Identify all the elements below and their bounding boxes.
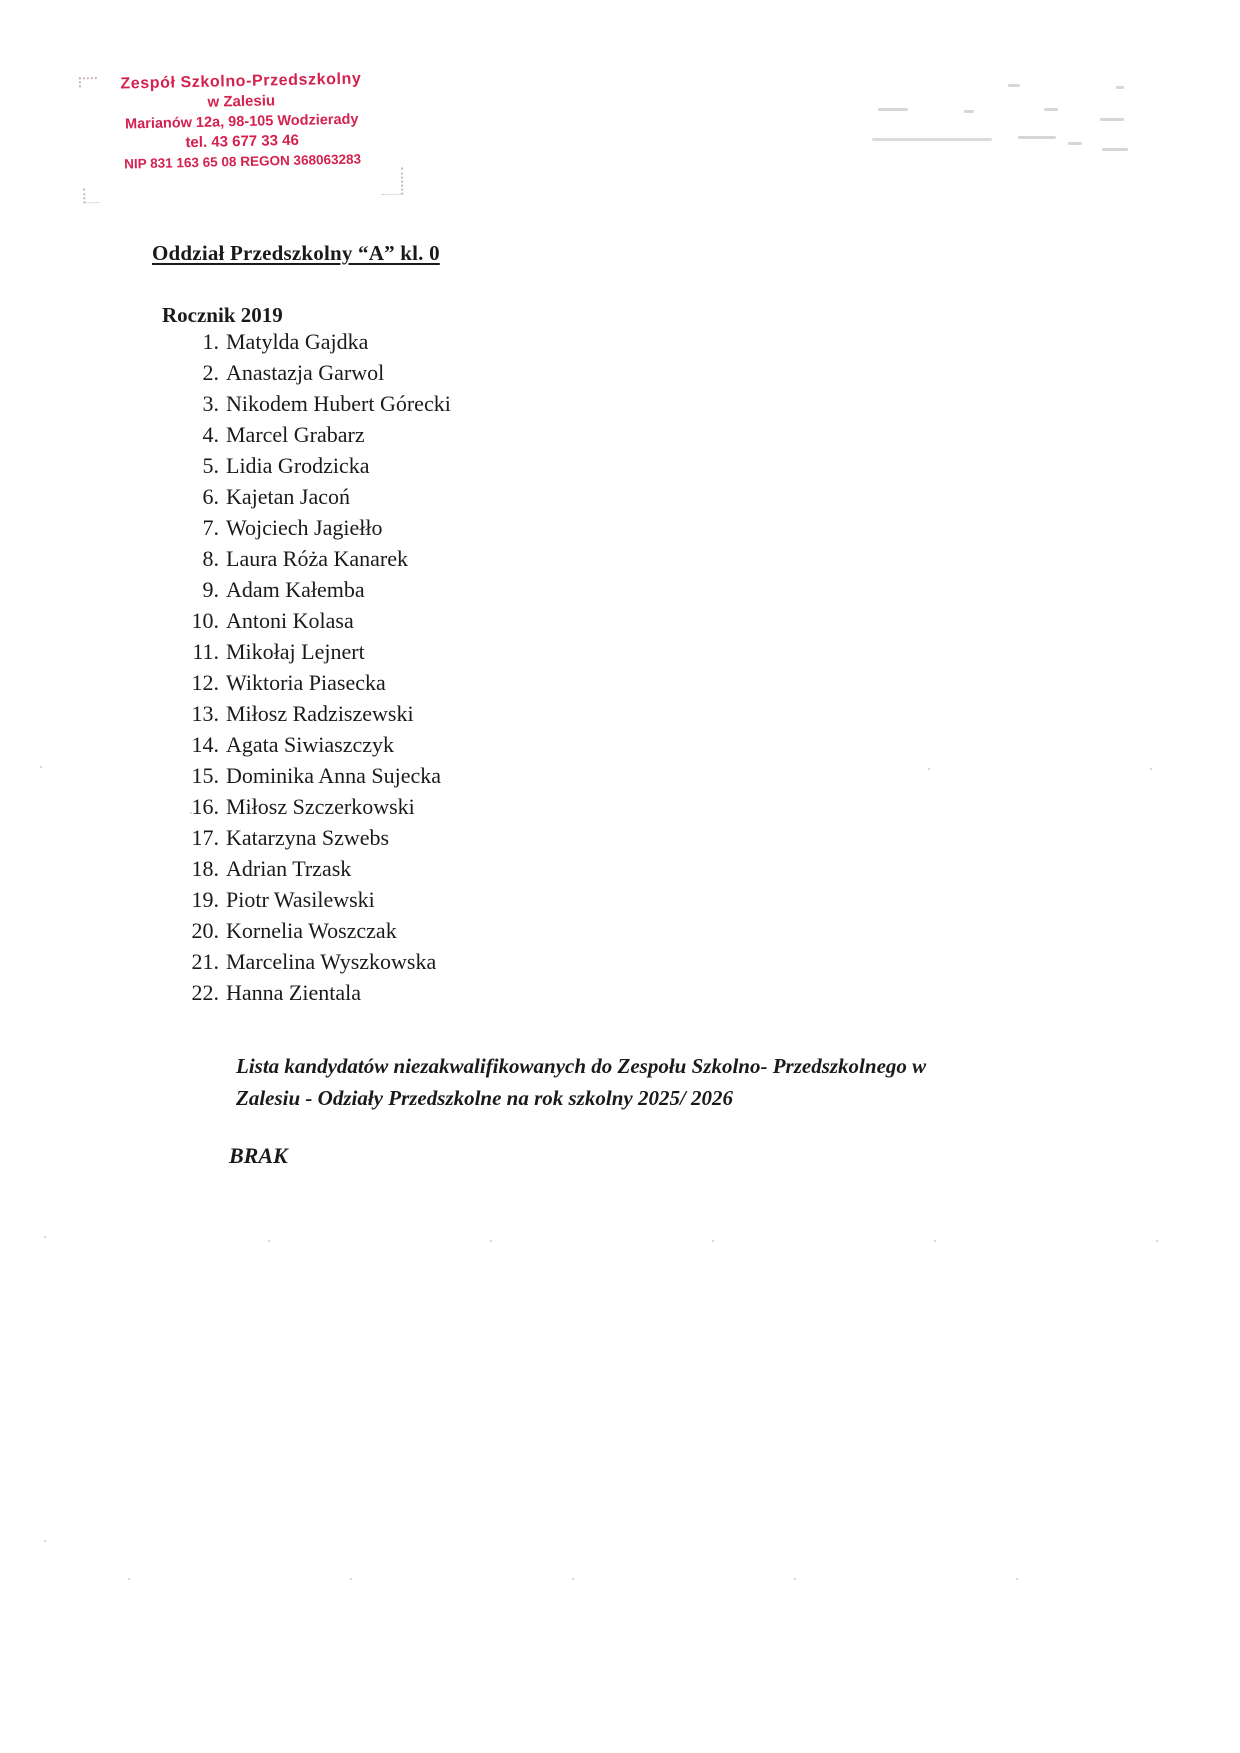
stamp-border-corner	[381, 168, 404, 195]
list-item-number: 7.	[202, 515, 219, 540]
list-item-number: 14.	[191, 732, 219, 757]
scan-speck	[190, 812, 192, 814]
list-item	[180, 853, 451, 884]
list-item-number: 15.	[191, 763, 219, 788]
list-item	[180, 946, 451, 977]
list-item-name: Nikodem Hubert Górecki	[226, 391, 451, 416]
list-item	[180, 512, 451, 543]
birth-year-label: Rocznik 2019	[162, 303, 283, 327]
list-item	[180, 605, 451, 636]
stamp-location: w Zalesiu	[207, 92, 276, 111]
list-item	[180, 419, 451, 450]
scan-speck	[1156, 1240, 1158, 1242]
list-item-number: 3.	[202, 391, 219, 416]
list-item-name: Adrian Trzask	[226, 856, 352, 881]
list-item-name: Agata Siwiaszczyk	[226, 732, 394, 757]
scan-speck	[44, 1236, 46, 1238]
stamp-border-corner	[83, 188, 99, 203]
scan-speck	[40, 766, 42, 768]
list-item-number: 13.	[191, 701, 219, 726]
unqualified-status: BRAK	[229, 1143, 288, 1168]
list-item	[180, 388, 451, 419]
list-item	[180, 822, 451, 853]
list-item-name: Mikołaj Lejnert	[226, 639, 365, 664]
list-item-number: 20.	[191, 918, 219, 943]
list-item-number: 9.	[202, 577, 219, 602]
list-item-number: 2.	[202, 360, 219, 385]
list-item-number: 21.	[191, 949, 219, 974]
student-list	[180, 326, 451, 1008]
scan-speck	[794, 1578, 796, 1580]
list-item	[180, 543, 451, 574]
faded-stamp	[868, 78, 1168, 168]
list-item	[180, 791, 451, 822]
list-item	[180, 884, 451, 915]
list-item-name: Antoni Kolasa	[226, 608, 354, 633]
stamp-phone: tel. 43 677 33 46	[185, 131, 300, 152]
list-item	[180, 977, 451, 1008]
list-item	[180, 450, 451, 481]
list-item	[180, 698, 451, 729]
list-item	[180, 915, 451, 946]
list-item-name: Katarzyna Szwebs	[226, 825, 390, 850]
stamp-school-name: Zespół Szkolno-Przedszkolny	[120, 70, 362, 93]
list-item	[180, 760, 451, 791]
list-item-name: Anastazja Garwol	[226, 360, 385, 385]
scan-speck	[490, 1240, 492, 1242]
list-item-number: 16.	[191, 794, 219, 819]
scan-speck	[350, 1578, 352, 1580]
scan-speck	[928, 768, 930, 770]
list-item-name: Miłosz Szczerkowski	[226, 794, 415, 819]
class-heading: Oddział Przedszkolny “A” kl. 0	[152, 241, 440, 265]
list-item	[180, 667, 451, 698]
list-item-name: Lidia Grodzicka	[226, 453, 370, 478]
scan-speck	[712, 1240, 714, 1242]
list-item-number: 17.	[191, 825, 219, 850]
list-item-number: 12.	[191, 670, 219, 695]
scan-speck	[572, 1578, 574, 1580]
school-stamp	[83, 69, 401, 198]
scan-speck	[1150, 768, 1152, 770]
scan-speck	[44, 1540, 46, 1542]
list-item-name: Marcel Grabarz	[226, 422, 365, 447]
note-line: Zalesiu - Odziały Przedszkolne na rok szkolny 2025/ 2026	[236, 1086, 734, 1110]
list-item	[180, 729, 451, 760]
list-item-name: Marcelina Wyszkowska	[226, 949, 437, 974]
list-item	[180, 574, 451, 605]
note-line: Lista kandydatów niezakwalifikowanych do Zespołu Szkolno- Przedszkolnego w	[236, 1054, 927, 1078]
list-item	[180, 636, 451, 667]
list-item-name: Piotr Wasilewski	[226, 887, 375, 912]
stamp-tax-ids: NIP 831 163 65 08 REGON 368063283	[123, 151, 362, 172]
list-item-name: Hanna Zientala	[226, 980, 361, 1005]
scan-speck	[128, 1578, 130, 1580]
list-item	[180, 357, 451, 388]
list-item-number: 10.	[191, 608, 219, 633]
list-item-number: 19.	[191, 887, 219, 912]
list-item-name: Dominika Anna Sujecka	[226, 763, 442, 788]
list-item-name: Kajetan Jacoń	[226, 484, 350, 509]
scan-speck	[1016, 1578, 1018, 1580]
list-item-number: 18.	[191, 856, 219, 881]
stamp-address: Marianów 12a, 98-105 Wodzierady	[124, 111, 359, 133]
list-item-name: Kornelia Woszczak	[226, 918, 397, 943]
list-item-number: 6.	[202, 484, 219, 509]
list-item-number: 1.	[202, 329, 219, 354]
list-item-number: 22.	[191, 980, 219, 1005]
list-item-name: Adam Kałemba	[226, 577, 365, 602]
list-item-name: Laura Róża Kanarek	[226, 546, 409, 571]
list-item-name: Miłosz Radziszewski	[226, 701, 414, 726]
list-item-name: Wojciech Jagiełło	[226, 515, 383, 540]
unqualified-list-note	[236, 1050, 1136, 1114]
list-item-number: 8.	[202, 546, 219, 571]
list-item-name: Wiktoria Piasecka	[226, 670, 386, 695]
list-item-number: 4.	[202, 422, 219, 447]
list-item-number: 5.	[202, 453, 219, 478]
stamp-border-corner	[79, 77, 97, 87]
scan-speck	[268, 1240, 270, 1242]
list-item-number: 11.	[192, 639, 219, 664]
scan-speck	[934, 1240, 936, 1242]
list-item	[180, 481, 451, 512]
list-item-name: Matylda Gajdka	[226, 329, 369, 354]
list-item	[180, 326, 451, 357]
